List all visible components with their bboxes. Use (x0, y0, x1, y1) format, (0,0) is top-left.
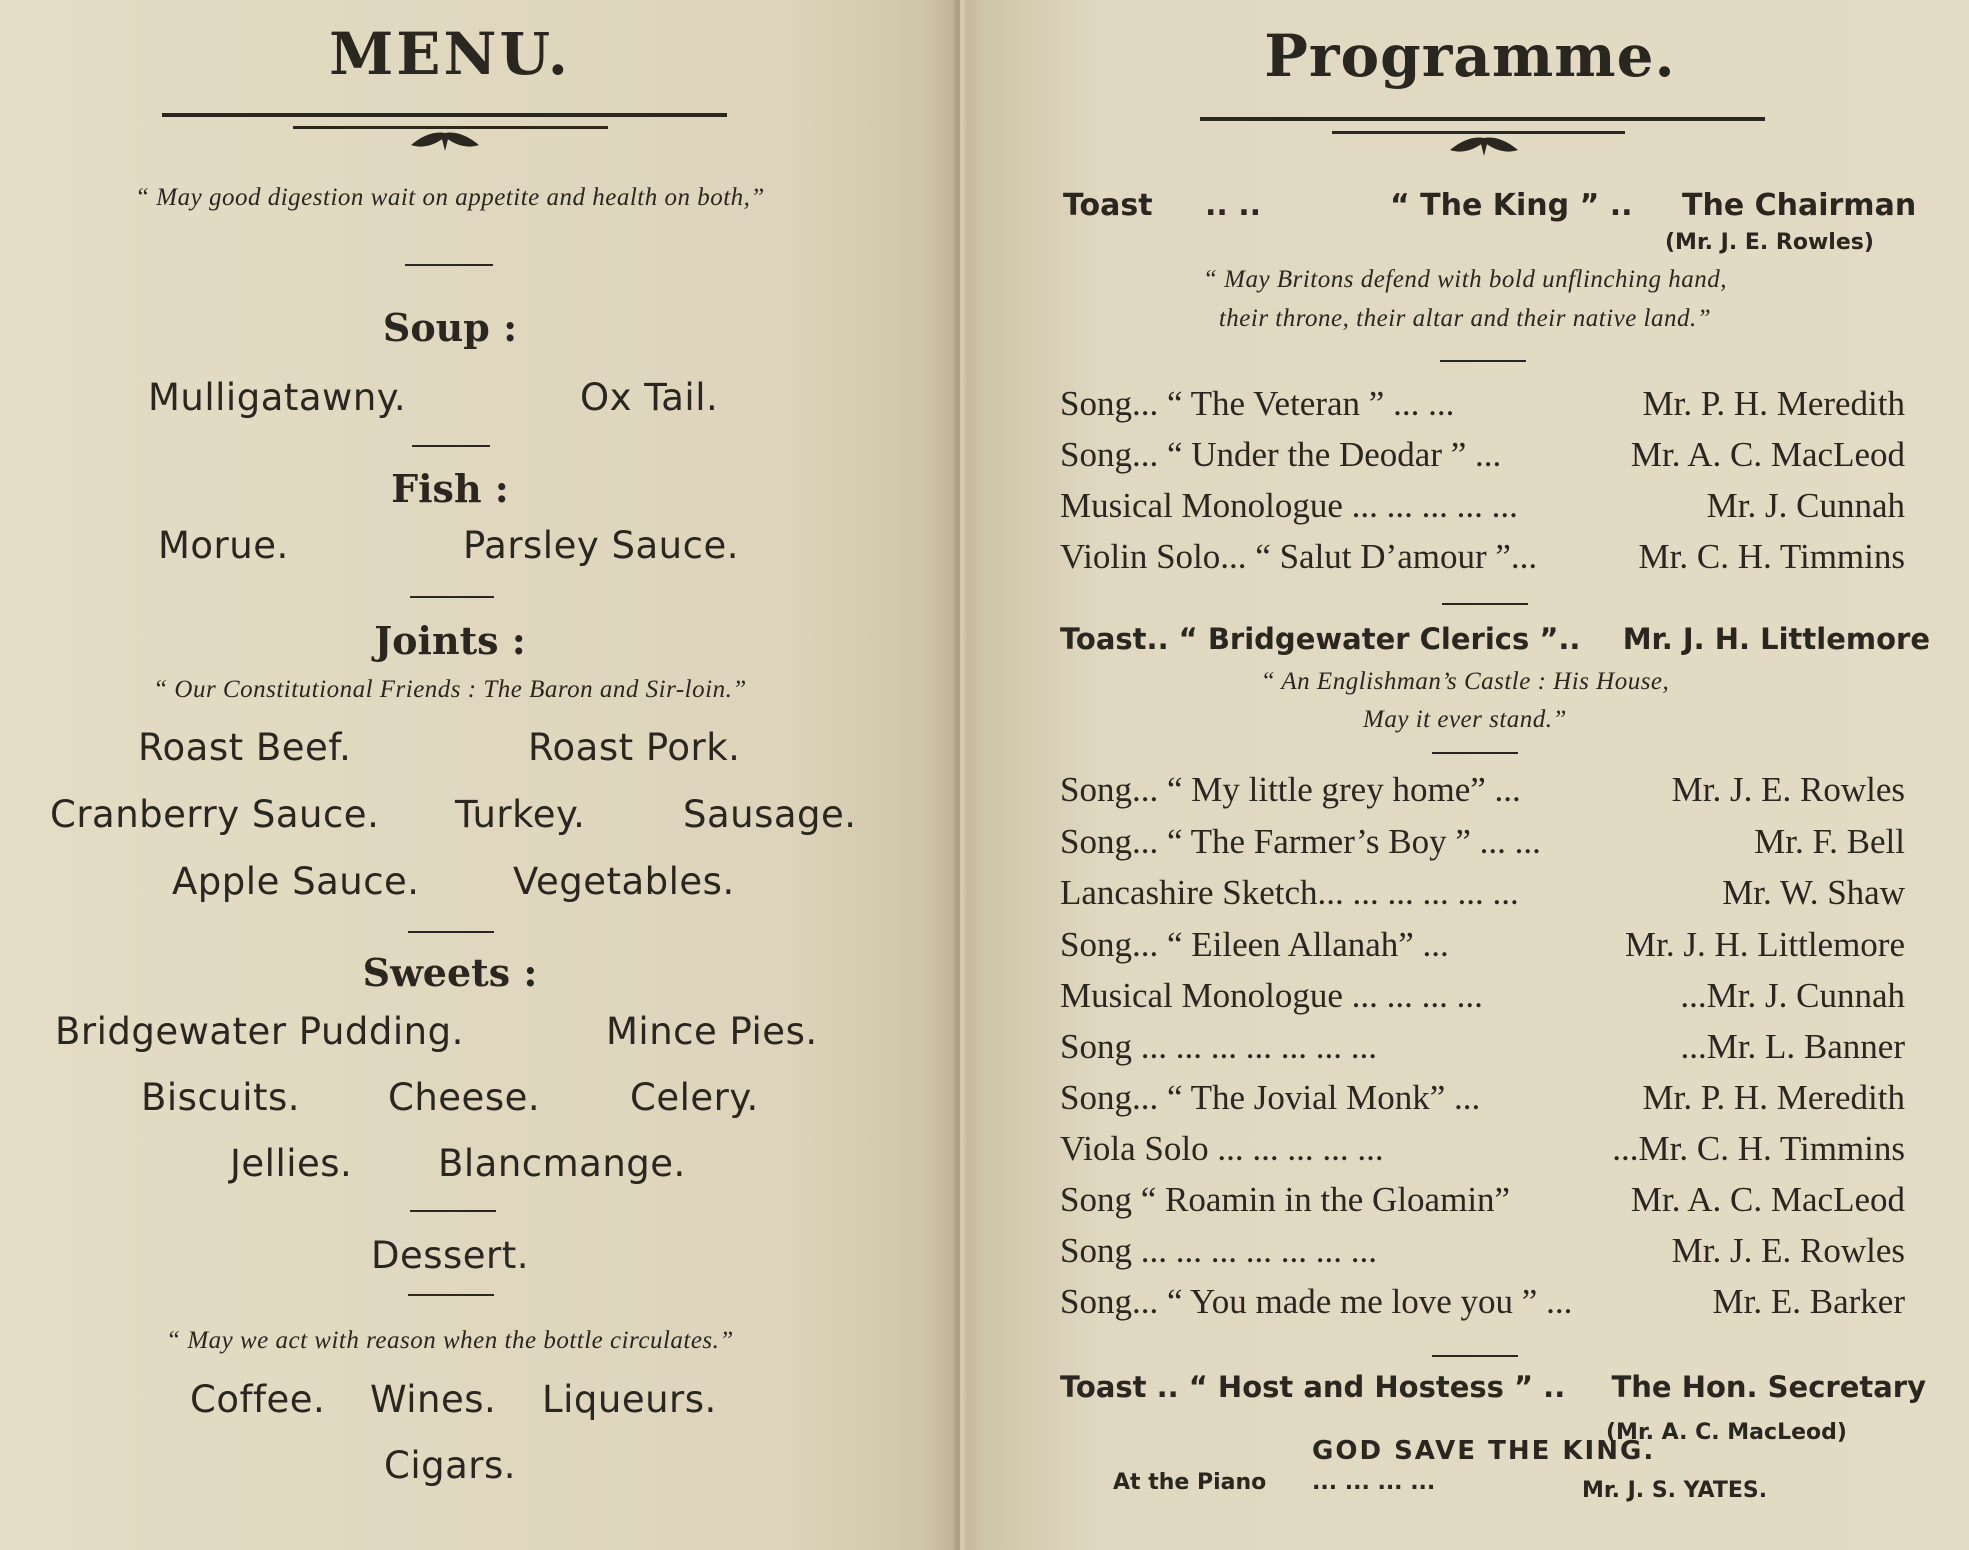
programme-row: Violin Solo... “ Salut D’amour ”... Mr. C. H. Timmins (1060, 537, 1905, 576)
menu-item: Roast Pork. (528, 726, 741, 769)
menu-item: Mulligatawny. (148, 376, 407, 419)
menu-page (0, 0, 950, 1550)
title-rule (162, 113, 727, 117)
toast-label: Toast (1063, 188, 1153, 223)
divider (405, 264, 493, 266)
programme-title: Programme. (1264, 22, 1676, 90)
menu-item: Roast Beef. (138, 726, 352, 769)
sweets-heading: Sweets : (362, 950, 538, 995)
toast-quote: “ An Englishman’s Castle : His House, (1260, 668, 1670, 695)
piano-performer: Mr. J. S. YATES. (1582, 1478, 1768, 1503)
menu-item: Blancmange. (438, 1142, 686, 1185)
piano-dots: ... ... ... ... (1312, 1470, 1436, 1495)
programme-row: Musical Monologue ... ... ... ... ... Mr. J. Cunnah (1060, 486, 1905, 525)
programme-row: Song ... ... ... ... ... ... ... Mr. J. E. Rowles (1060, 1231, 1905, 1270)
programme-row: Song ... ... ... ... ... ... ... ...Mr. L. Banner (1060, 1027, 1905, 1066)
programme-row: Lancashire Sketch... ... ... ... ... ... Mr. W. Shaw (1060, 873, 1905, 912)
divider (1442, 603, 1528, 605)
programme-row: Song... “ You made me love you ” ... Mr. E. Barker (1060, 1282, 1905, 1321)
menu-title: MENU. (329, 20, 571, 88)
toast-quote: May it ever stand.” (1363, 706, 1567, 733)
divider (408, 931, 494, 933)
divider (1440, 360, 1526, 362)
menu-item: Morue. (158, 524, 289, 567)
menu-item: Celery. (630, 1076, 759, 1119)
toast-row: Toast .. “ Host and Hostess ” .. The Hon. Secretary (1060, 1370, 1926, 1404)
programme-row: Song... “ The Farmer’s Boy ” ... ... Mr. F. Bell (1060, 822, 1905, 861)
joints-heading: Joints : (374, 618, 526, 663)
menu-item: Coffee. (190, 1378, 326, 1421)
leaf-ornament-icon (405, 129, 485, 155)
menu-item: Cigars. (383, 1444, 517, 1487)
divider (1432, 752, 1518, 754)
programme-row: Song “ Roamin in the Gloamin” Mr. A. C. MacLeod (1060, 1180, 1905, 1219)
fish-heading: Fish : (391, 466, 509, 511)
programme-row: Song... “ The Jovial Monk” ... Mr. P. H. Meredith (1060, 1078, 1905, 1117)
menu-item: Apple Sauce. (172, 860, 420, 903)
toast-subject: “ The King ” .. (1390, 188, 1633, 223)
leaf-ornament-icon (1444, 134, 1524, 160)
toast-speaker: The Chairman (1682, 188, 1917, 223)
programme-row: Song... “ The Veteran ” ... ... Mr. P. H. Meredith (1060, 384, 1905, 423)
menu-item: Cranberry Sauce. (50, 793, 380, 836)
programme-page (970, 0, 1969, 1550)
menu-item: Wines. (370, 1378, 497, 1421)
menu-motto: “ May good digestion wait on appetite and health on both,” (135, 184, 765, 211)
menu-item: Ox Tail. (580, 376, 719, 419)
fold-crease (952, 0, 968, 1550)
divider (412, 445, 490, 447)
menu-item: Liqueurs. (542, 1378, 717, 1421)
toast-note: (Mr. A. C. MacLeod) (1606, 1420, 1847, 1445)
divider (410, 596, 494, 598)
closing-quote: “ May we act with reason when the bottle circulates.” (166, 1327, 734, 1354)
programme-row: Song... “ Under the Deodar ” ... Mr. A. C. MacLeod (1060, 435, 1905, 474)
menu-item: Mince Pies. (606, 1010, 818, 1053)
toast-quote: “ May Britons defend with bold unflinching hand, (1203, 266, 1727, 293)
title-rule (1200, 117, 1765, 121)
programme-row: Viola Solo ... ... ... ... ... ...Mr. C. H. Timmins (1060, 1129, 1905, 1168)
divider (1432, 1355, 1518, 1357)
programme-row: Musical Monologue ... ... ... ... ...Mr. J. Cunnah (1060, 976, 1905, 1015)
divider (410, 1210, 496, 1212)
menu-item: Vegetables. (513, 860, 735, 903)
anthem: GOD SAVE THE KING. (1312, 1436, 1656, 1466)
toast-row: Toast.. “ Bridgewater Clerics ”.. Mr. J. H. Littlemore (1060, 622, 1930, 656)
toast-quote: their throne, their altar and their native land.” (1218, 305, 1712, 332)
programme-row: Song... “ My little grey home” ... Mr. J. E. Rowles (1060, 770, 1905, 809)
menu-item: Bridgewater Pudding. (55, 1010, 464, 1053)
divider (408, 1294, 494, 1296)
toast-note: (Mr. J. E. Rowles) (1665, 230, 1874, 255)
menu-item: Jellies. (230, 1142, 353, 1185)
programme-row: Song... “ Eileen Allanah” ... Mr. J. H. Littlemore (1060, 925, 1905, 964)
piano-label: At the Piano (1113, 1470, 1267, 1495)
menu-item: Parsley Sauce. (463, 524, 739, 567)
dessert-line: Dessert. (370, 1234, 530, 1277)
menu-item: Turkey. (455, 793, 586, 836)
toast-dots: .. .. (1205, 188, 1262, 223)
soup-heading: Soup : (382, 305, 518, 350)
menu-item: Cheese. (388, 1076, 541, 1119)
menu-item: Biscuits. (141, 1076, 301, 1119)
menu-item: Sausage. (683, 793, 857, 836)
joints-quote: “ Our Constitutional Friends : The Baron and Sir-loin.” (153, 676, 747, 703)
